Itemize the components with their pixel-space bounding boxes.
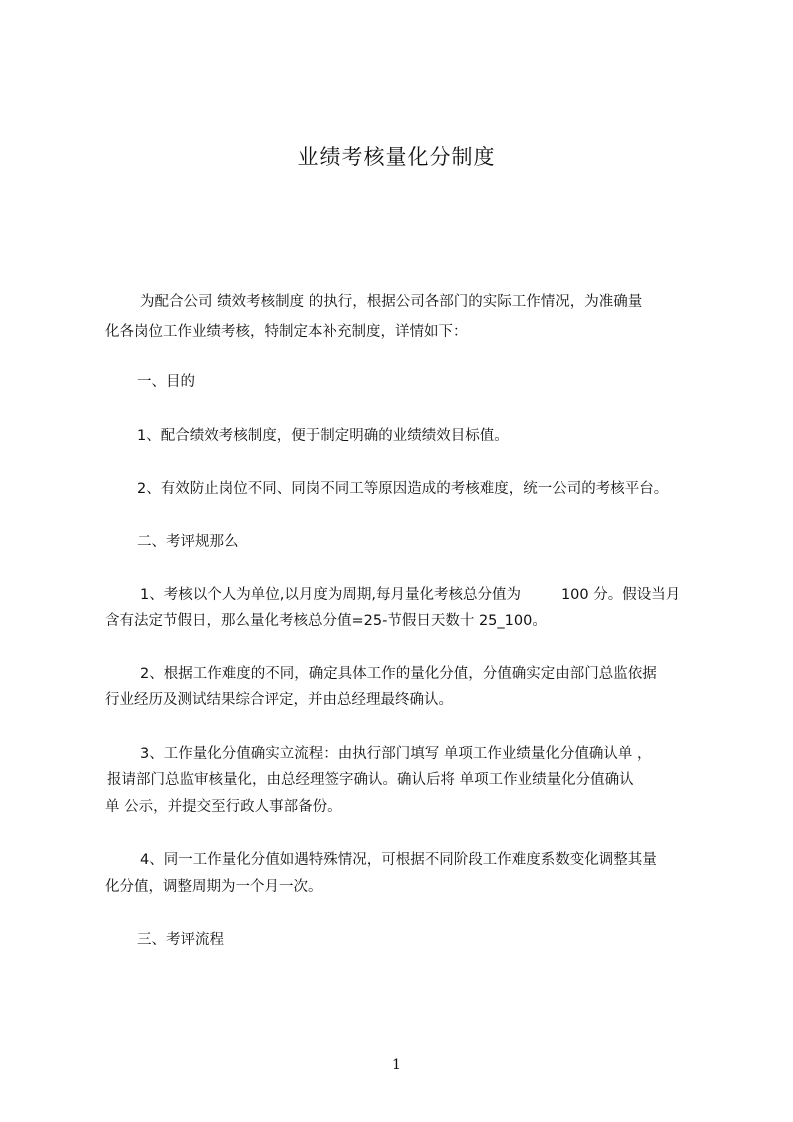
page-number: 1 (392, 1057, 401, 1073)
section-2-item-3-line-2: 报请部门总监审核量化，由总经理签字确认。确认后将 单项工作业绩量化分值确认 (107, 772, 634, 788)
section-2-item-1-score: 100 分。假设当月 (560, 587, 681, 603)
section-2-item-4-line-1: 4、同一工作量化分值如遇特殊情况，可根据不同阶段工作难度系数变化调整其量 (140, 852, 657, 868)
section-2-item-4-line-2: 化分值，调整周期为一个月一次。 (105, 879, 323, 895)
section-2-item-1-line-1-text: 1、考核以个人为单位,以月度为周期,每月量化考核总分值为 (140, 587, 521, 603)
section-2-heading: 二、考评规那么 (137, 534, 239, 550)
section-2-item-3-line-3: 单 公示，并提交至行政人事部备份。 (105, 799, 342, 815)
section-1-heading: 一、目的 (137, 374, 195, 390)
section-2-item-1-line-2: 含有法定节假日，那么量化考核总分值=25-节假日天数十 25_100。 (105, 613, 547, 629)
section-2-item-2-line-2: 行业经历及测试结果综合评定，并由总经理最终确认。 (105, 692, 453, 708)
intro-line-1: 为配合公司 绩效考核制度 的执行，根据公司各部门的实际工作情况，为准确量 (140, 294, 643, 310)
section-3-heading: 三、考评流程 (137, 932, 224, 948)
document-title: 业绩考核量化分制度 (297, 145, 496, 169)
section-1-item-2: 2、有效防止岗位不同、同岗不同工等原因造成的考核难度，统一公司的考核平台。 (137, 481, 669, 497)
intro-line-2: 化各岗位工作业绩考核，特制定本补充制度，详情如下： (105, 324, 468, 340)
section-2-item-3-line-1: 3、工作量化分值确实立流程：由执行部门填写 单项工作业绩量化分值确认单 ， (140, 746, 652, 762)
section-2-item-2-line-1: 2、根据工作难度的不同，确定具体工作的量化分值，分值确实定由部门总监依据 (140, 666, 657, 682)
section-1-item-1: 1、配合绩效考核制度，便于制定明确的业绩绩效目标值。 (137, 428, 509, 444)
section-2-item-1-line-1 (140, 585, 680, 605)
